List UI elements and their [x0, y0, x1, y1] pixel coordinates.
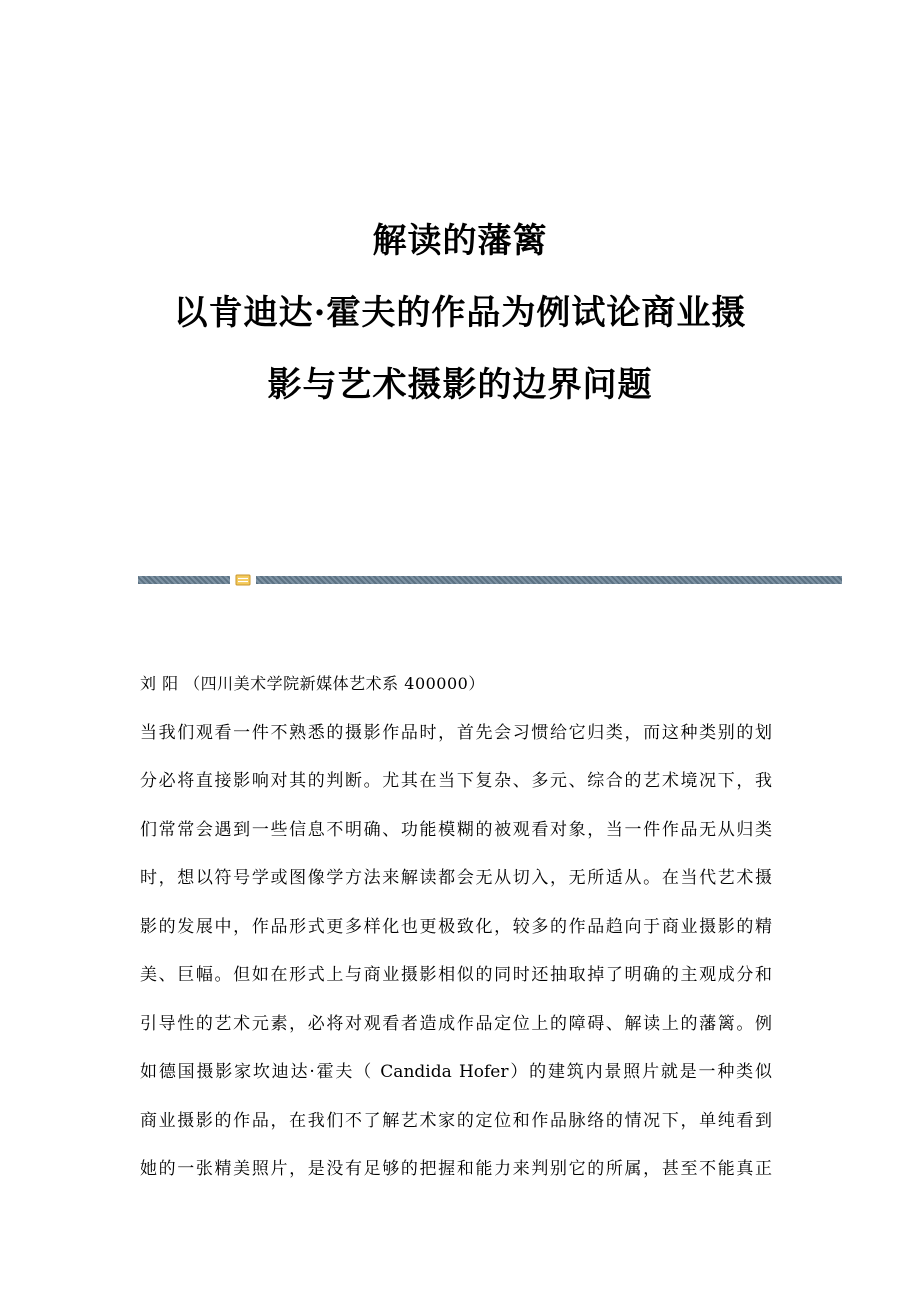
title-line-subtitle-2: 影与艺术摄影的边界问题 [267, 365, 653, 405]
article-body [140, 660, 772, 1194]
divider-bar-left [138, 576, 230, 584]
body-line: 们常常会遇到一些信息不明确、功能模糊的被观看对象，当一件作品无从归类 [140, 819, 772, 840]
body-line: 如德国摄影家坎迪达·霍夫（ Candida Hofer）的建筑内景照片就是一种类似 [140, 1062, 772, 1082]
body-line: 她的一张精美照片，是没有足够的把握和能力来判别它的所属，甚至不能真正 [140, 1159, 772, 1179]
body-line: 影的发展中，作品形式更多样化也更极致化，较多的作品趋向于商业摄影的精 [140, 916, 772, 937]
body-line: 当我们观看一件不熟悉的摄影作品时，首先会习惯给它归类，而这种类别的划 [140, 722, 772, 743]
body-line: 商业摄影的作品，在我们不了解艺术家的定位和作品脉络的情况下，单纯看到 [140, 1110, 772, 1131]
author-line: 刘 阳 （四川美术学院新媒体艺术系 400000） [140, 674, 485, 693]
section-divider [138, 574, 842, 586]
divider-ornament-icon [235, 574, 251, 586]
title-line-main: 解读的藩篱 [372, 221, 548, 261]
body-line: 时，想以符号学或图像学方法来解读都会无从切入，无所适从。在当代艺术摄 [140, 868, 772, 888]
divider-bar-right [256, 576, 842, 584]
body-line: 引导性的艺术元素，必将对观看者造成作品定位上的障碍、解读上的藩篱。例 [140, 1013, 772, 1034]
body-line: 分必将直接影响对其的判断。尤其在当下复杂、多元、综合的艺术境况下，我 [140, 771, 772, 791]
body-line: 美、巨幅。但如在形式上与商业摄影相似的同时还抽取掉了明确的主观成分和 [140, 965, 772, 985]
title-line-subtitle-1: 以肯迪达·霍夫的作品为例试论商业摄 [173, 293, 747, 333]
document-title [0, 205, 920, 421]
